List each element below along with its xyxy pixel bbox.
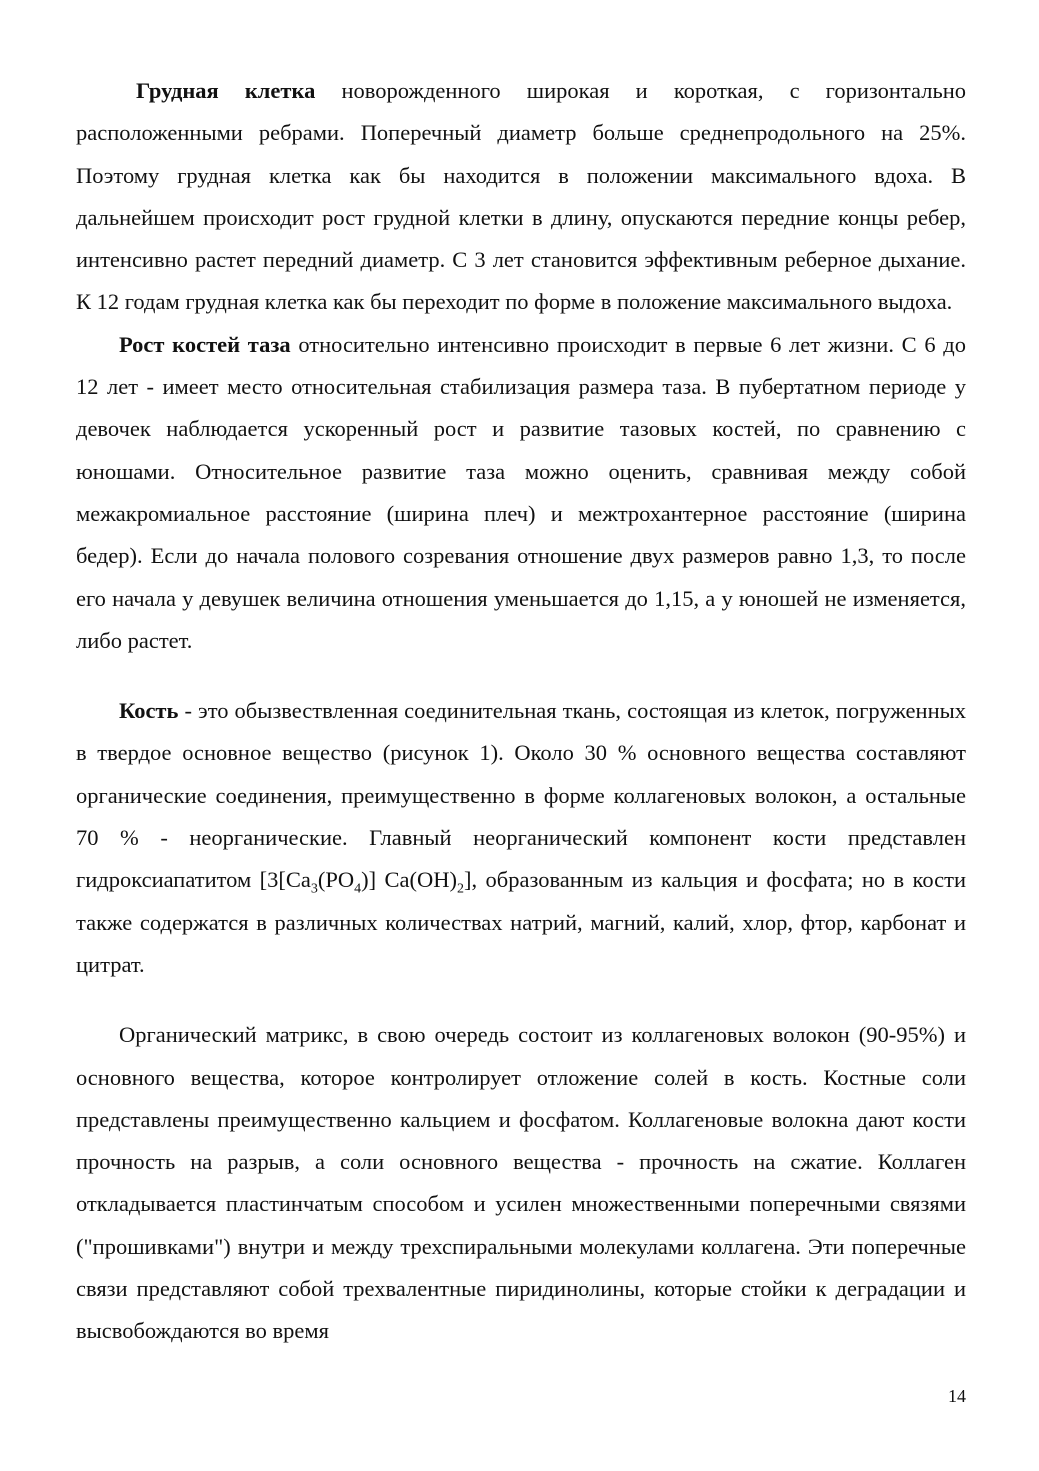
paragraph-matrix	[76, 1014, 966, 1352]
paragraph-bone-text-d: ], образованным из кальция и фосфата; но в кости также содержатся в различных количествах натрий, магний, калий, хлор, фтор, карбонат и цитрат.	[76, 867, 967, 977]
paragraph-matrix-text: Органический матрикс, в свою очередь состоит из коллагеновых волокон (90-95%) и основного вещества, которое контролирует отложение солей в кость. Костные соли представлены преимущественно кальцием и фосфатом. Коллагеновые волокна дают кости прочность на разрыв, а соли основного вещества - прочность на сжатие. Коллаген откладывается пластинчатым способом и усилен множественными поперечными связями ("прошивками") внутри и между трехспиральными молекулами коллагена. Эти поперечные связи представляют собой трехвалентные пиридинолины, которые стойки к деградации и высвобождаются во время	[76, 1022, 966, 1344]
paragraph-bone-text-c: )] Ca(OH)	[361, 867, 457, 893]
paragraph-pelvis-text: относительно интенсивно происходит в первые 6 лет жизни. С 6 до 12 лет - имеет место относительная стабилизация размера таза. В пубертатном периоде у девочек наблюдается ускоренный рост и развитие тазовых костей, по сравнению с юношами. Относительное развитие таза можно оценить, сравнивая между собой межакромиальное расстояние (ширина плеч) и межтрохантерное расстояние (ширина бедер). Если до начала полового созревания отношение двух размеров равно 1,3, то после его начала у девушек величина отношения уменьшается до 1,15, а у юношей не изменяется, либо растет.	[76, 331, 966, 653]
subscript-ca3: 3	[310, 881, 318, 897]
paragraph-bone	[76, 690, 966, 986]
term-pelvis: Рост костей таза	[119, 331, 291, 357]
paragraph-bone-text-a: - это обызвествленная соединительная ткань, состоящая из клеток, погруженных в твердое основное вещество (рисунок 1). Около 30 % основного вещества составляют органические соединения, преимущественно в форме коллагеновых волокон, а остальные 70 % - неорганические. Главный неорганический компонент кости представлен гидроксиапатитом [3[Ca	[76, 698, 966, 893]
document-page	[76, 70, 966, 1353]
paragraph-gap	[76, 986, 966, 1014]
term-bone: Кость	[119, 698, 179, 724]
paragraph-gap	[76, 662, 966, 690]
paragraph-chest	[76, 70, 966, 324]
paragraph-chest-text: новорожденного широкая и короткая, с горизонтально расположенными ребрами. Поперечный диаметр больше среднепродольного на 25%. Поэтому грудная клетка как бы находится в положении максимального вдоха. В дальнейшем происходит рост грудной клетки в длину, опускаются передние концы ребер, интенсивно растет передний диаметр. С 3 лет становится эффективным реберное дыхание. К 12 годам грудная клетка как бы переходит по форме в положение максимального выдоха.	[76, 78, 966, 315]
subscript-oh2: 2	[457, 881, 464, 897]
paragraph-bone-text-b: (PO	[317, 867, 355, 893]
page-number: 14	[948, 1386, 966, 1406]
term-chest: Грудная клетка	[136, 78, 316, 103]
subscript-po4: 4	[354, 881, 362, 897]
paragraph-pelvis	[76, 324, 966, 662]
